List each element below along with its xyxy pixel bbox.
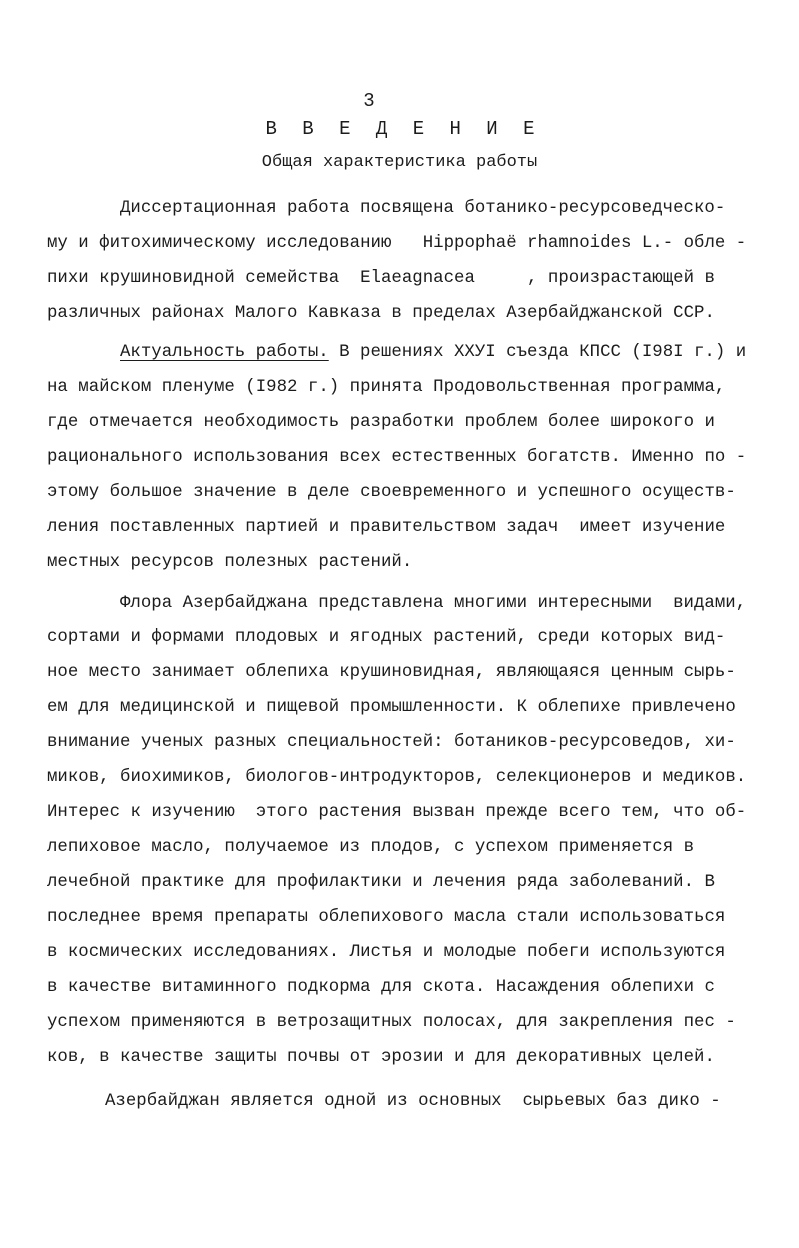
text-line: сортами и формами плодовых и ягодных растений, среди которых вид- bbox=[47, 628, 726, 647]
text-span: В решениях XXУI съезда КПСС (I98I г.) и bbox=[328, 343, 747, 362]
text-line: последнее время препараты облепихового масла стали использоваться bbox=[47, 908, 726, 927]
text-line: где отмечается необходимость разработки проблем более широкого и bbox=[47, 413, 715, 432]
text-line: Флора Азербайджана представлена многими интересными видами, bbox=[120, 594, 747, 613]
text-line: успехом применяются в ветрозащитных полосах, для закрепления пес - bbox=[47, 1013, 736, 1032]
text-line: лечебной практике для профилактики и лечения ряда заболеваний. В bbox=[47, 873, 715, 892]
text-line: ем для медицинской и пищевой промышленности. К облепихе привлечено bbox=[47, 698, 736, 717]
text-line: внимание ученых разных специальностей: ботаников-ресурсоведов, хи- bbox=[47, 733, 736, 752]
text-line: различных районах Малого Кавказа в пределах Азербайджанской ССР. bbox=[47, 304, 715, 323]
text-line bbox=[120, 341, 746, 365]
text-line: в качестве витаминного подкорма для скота. Насаждения облепихи с bbox=[47, 978, 715, 997]
text-line: ков, в качестве защиты почвы от эрозии и для декоративных целей. bbox=[47, 1048, 715, 1067]
text-line: местных ресурсов полезных растений. bbox=[47, 553, 413, 572]
text-line: этому большое значение в деле своевременного и успешного осуществ- bbox=[47, 483, 736, 502]
text-line: му и фитохимическому исследованию Hippophaё rhamnoides L.- обле - bbox=[47, 234, 747, 253]
text-line: ления поставленных партией и правительством задач имеет изучение bbox=[47, 518, 726, 537]
text-line: на майском пленуме (I982 г.) принята Продовольственная программа, bbox=[47, 378, 726, 397]
section-lead-underlined: Актуальность работы. bbox=[120, 343, 329, 362]
text-line: Азербайджан является одной из основных сырьевых баз дико - bbox=[105, 1092, 721, 1111]
text-line: рационального использования всех естественных богатств. Именно по - bbox=[47, 448, 747, 467]
text-line: миков, биохимиков, биологов-интродукторов, селекционеров и медиков. bbox=[47, 768, 747, 787]
page-subtitle: Общая характеристика работы bbox=[261, 153, 538, 172]
text-line: Интерес к изучению этого растения вызван прежде всего тем, что об- bbox=[47, 803, 747, 822]
text-line: Диссертационная работа посвящена ботанико-ресурсоведческо- bbox=[120, 199, 726, 218]
text-line: ное место занимает облепиха крушиновидная, являющаяся ценным сырь- bbox=[47, 663, 736, 682]
text-line: лепиховое масло, получаемое из плодов, с успехом применяется в bbox=[47, 838, 695, 857]
page-title: В В Е Д Е Н И Е bbox=[265, 118, 542, 140]
text-line: в космических исследованиях. Листья и молодые побеги используются bbox=[47, 943, 726, 962]
page-number: 3 bbox=[363, 90, 375, 112]
text-line: пихи крушиновидной семейства Elaeagnacea , произрастающей в bbox=[47, 269, 715, 288]
